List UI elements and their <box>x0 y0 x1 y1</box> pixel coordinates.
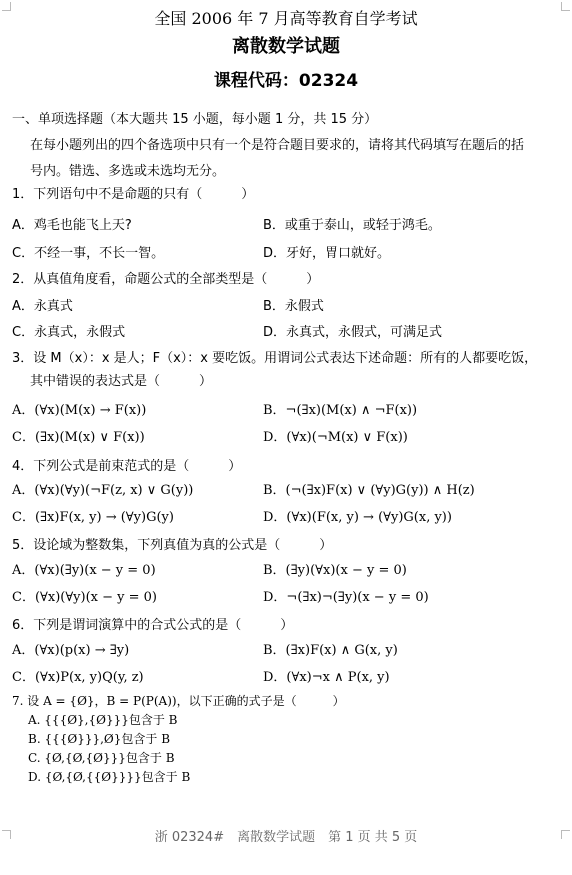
question-6-stem: 6．下列是谓词演算中的合式公式的是（ ） <box>12 618 294 633</box>
question-4-option-b: B．(¬(∃x)F(x) ∨ (∀y)G(y)) ∧ H(z) <box>263 483 475 498</box>
question-1-stem: 1．下列语句中不是命题的只有（ ） <box>12 187 255 202</box>
question-2-option-a: A．永真式 <box>12 299 73 314</box>
question-3-option-b: B．¬(∃x)(M(x) ∧ ¬F(x)) <box>263 403 418 418</box>
question-6-option-c: C．(∀x)P(x, y)Q(y, z) <box>12 670 144 685</box>
question-1-option-c: C．不经一事，不长一智。 <box>12 246 165 261</box>
question-1-option-d: D．牙好，胃口就好。 <box>263 246 391 261</box>
subject-title: 离散数学试题 <box>232 36 340 57</box>
question-5-option-a: A．(∀x)(∃y)(x − y = 0) <box>12 563 156 578</box>
question-3-stem-cont: 其中错误的表达式是（ ） <box>30 374 213 389</box>
question-6-option-d: D．(∀x)¬x ∧ P(x, y) <box>263 670 390 685</box>
question-4-option-c: C．(∃x)F(x, y) → (∀y)G(y) <box>12 510 174 525</box>
question-2-option-d: D．永真式，永假式，可满足式 <box>263 325 443 340</box>
question-2-option-b: B．永假式 <box>263 299 324 314</box>
section-title: 一、单项选择题（本大题共 15 小题，每小题 1 分，共 15 分） <box>12 112 378 127</box>
question-7-stem: 7. 设 A = {Ø}，B = P(P(A))，以下正确的式子是（ ） <box>12 694 345 708</box>
question-4-option-d: D．(∀x)(F(x, y) → (∀y)G(x, y)) <box>263 510 452 525</box>
question-5-option-b: B．(∃y)(∀x)(x − y = 0) <box>263 563 407 578</box>
question-1-option-a: A．鸡毛也能飞上天? <box>12 218 132 233</box>
course-code: 课程代码：02324 <box>213 71 359 91</box>
question-5-option-c: C．(∀x)(∀y)(x − y = 0) <box>12 590 158 605</box>
question-7-option-b: B. {{{Ø}}},Ø}包含于 B <box>28 732 171 746</box>
question-4-option-a: A．(∀x)(∀y)(¬F(z, x) ∨ G(y)) <box>12 483 194 498</box>
page-footer: 浙 02324# 离散数学试题 第 1 页 共 5 页 <box>154 830 418 845</box>
question-3-option-d: D．(∀x)(¬M(x) ∨ F(x)) <box>263 430 408 445</box>
question-4-stem: 4．下列公式是前束范式的是（ ） <box>12 459 242 474</box>
question-7-option-d: D. {Ø,{Ø,{{Ø}}}}包含于 B <box>28 770 191 784</box>
instruction-line-1: 在每小题列出的四个备选项中只有一个是符合题目要求的，请将其代码填写在题后的括 <box>30 138 525 153</box>
question-5-option-d: D．¬(∃x)¬(∃y)(x − y = 0) <box>263 590 429 605</box>
question-2-stem: 2．从真值角度看，命题公式的全部类型是（ ） <box>12 272 320 287</box>
question-1-option-b: B．或重于泰山，或轻于鸿毛。 <box>263 218 441 233</box>
question-7-option-a: A. {{{Ø},{Ø}}}包含于 B <box>28 713 178 727</box>
exam-title: 全国 2006 年 7 月高等教育自学考试 <box>154 9 418 28</box>
question-6-option-a: A．(∀x)(p(x) → ∃y) <box>12 643 130 658</box>
question-3-option-c: C．(∃x)(M(x) ∨ F(x)) <box>12 430 145 445</box>
question-3-stem: 3．设 M（x）：x 是人；F（x）：x 要吃饭。用谓词公式表达下述命题：所有的人都要吃饭， <box>12 351 538 366</box>
question-5-stem: 5．设论域为整数集，下列真值为真的公式是（ ） <box>12 538 333 553</box>
instruction-line-2: 号内。错选、多选或未选均无分。 <box>30 164 226 179</box>
question-7-option-c: C. {Ø,{Ø,{Ø}}}包含于 B <box>28 751 175 765</box>
question-2-option-c: C．永真式，永假式 <box>12 325 126 340</box>
question-3-option-a: A．(∀x)(M(x) → F(x)) <box>12 403 147 418</box>
question-6-option-b: B．(∃x)F(x) ∧ G(x, y) <box>263 643 398 658</box>
